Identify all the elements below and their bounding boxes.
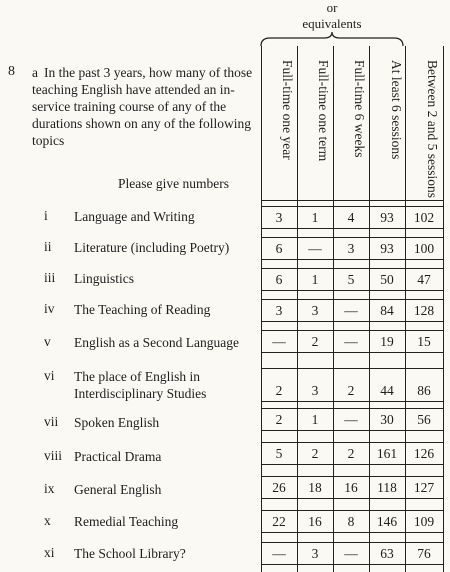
table-cell: 63 — [380, 546, 394, 561]
question-text — [32, 64, 256, 149]
table-cell: 1 — [311, 272, 319, 287]
row-label: General English — [74, 482, 162, 497]
table-cell: 3 — [311, 546, 319, 561]
table-cell: 2 — [347, 383, 355, 398]
table-cell: 2 — [275, 412, 283, 427]
column-header: Full-time one year — [280, 60, 295, 160]
table-cell: 93 — [380, 210, 394, 225]
question-part: a — [32, 65, 38, 80]
table-cell: 109 — [413, 514, 435, 529]
table-cell: 100 — [413, 241, 435, 256]
row-label: The place of English in Interdisciplinary Studies — [74, 369, 207, 401]
table-cell: 102 — [413, 210, 435, 225]
header-note — [262, 0, 402, 32]
table-cell: 30 — [380, 412, 394, 427]
table-cell: 56 — [417, 412, 431, 427]
row-number: vii — [44, 414, 59, 429]
table-cell: 26 — [272, 480, 286, 495]
table-cell: 3 — [275, 303, 283, 318]
table-cell: 2 — [275, 383, 283, 398]
table-cell: 5 — [347, 272, 355, 287]
row-label: Language and Writing — [74, 209, 195, 224]
row-label: Linguistics — [74, 271, 134, 286]
row-label: Remedial Teaching — [74, 514, 179, 529]
table-cell: 2 — [311, 334, 319, 349]
table-cell: — — [272, 334, 286, 349]
table-cell: 146 — [376, 514, 398, 529]
table-cell: 5 — [275, 446, 283, 461]
table-cell: 6 — [275, 272, 283, 287]
column-header: Full-time one term — [316, 60, 331, 162]
table-cell: 15 — [417, 334, 431, 349]
brace-icon — [258, 30, 406, 48]
header-divider — [261, 200, 444, 201]
table-cell: 3 — [275, 210, 283, 225]
table-cell: 44 — [380, 383, 394, 398]
table-cell: 1 — [311, 412, 319, 427]
table-cell: 3 — [347, 241, 355, 256]
table-cell: 47 — [417, 272, 431, 287]
column-header: Between 2 and 5 sessions — [425, 60, 440, 198]
column-header: At least 6 sessions — [389, 60, 404, 160]
row-number: iv — [44, 301, 55, 316]
table-cell: 22 — [272, 514, 286, 529]
row-number: ix — [44, 481, 55, 496]
row-number: xi — [44, 545, 55, 560]
equivalents-label: equivalents — [302, 16, 362, 31]
table-cell: 93 — [380, 241, 394, 256]
table-cell: 16 — [344, 480, 358, 495]
row-number: viii — [44, 448, 63, 463]
table-cell: 86 — [417, 383, 431, 398]
table-cell: 118 — [377, 480, 397, 495]
table-cell: 3 — [311, 303, 319, 318]
table-cell: 161 — [376, 446, 398, 461]
table-cell: — — [344, 412, 358, 427]
row-label: Practical Drama — [74, 449, 162, 464]
table-cell: — — [344, 546, 358, 561]
table-cell: 84 — [380, 303, 394, 318]
table-cell: 127 — [413, 480, 435, 495]
row-number: x — [44, 513, 51, 528]
row-number: iii — [44, 270, 56, 285]
row-number: ii — [44, 239, 52, 254]
row-label: The School Library? — [74, 546, 186, 561]
table-cell: — — [344, 303, 358, 318]
table-cell: 76 — [417, 546, 431, 561]
table-cell: 8 — [347, 514, 355, 529]
row-number: v — [44, 334, 51, 349]
row-number: i — [44, 208, 48, 223]
table-cell: 18 — [308, 480, 322, 495]
or-label: or — [326, 0, 338, 15]
table-cell: 3 — [311, 383, 319, 398]
table-cell: 50 — [380, 272, 394, 287]
row-label: Literature (including Poetry) — [74, 240, 230, 255]
instruction: Please give numbers — [118, 176, 229, 191]
question-body: In the past 3 years, how many of those teaching English have attended an in-service training course of any of the durations shown on any of the following topics — [32, 65, 253, 148]
row-number: vi — [44, 368, 55, 383]
row-label: English as a Second Language — [74, 335, 239, 350]
table-cell: 126 — [413, 446, 435, 461]
table-cell: 128 — [413, 303, 435, 318]
table-cell: 4 — [347, 210, 355, 225]
table-cell: 1 — [311, 210, 319, 225]
row-label: Spoken English — [74, 415, 160, 430]
table-cell: 6 — [275, 241, 283, 256]
table-cell: — — [272, 546, 286, 561]
table-cell: 2 — [347, 446, 355, 461]
row-label: The Teaching of Reading — [74, 302, 211, 317]
table-cell: — — [344, 334, 358, 349]
table-cell: 2 — [311, 446, 319, 461]
table-cell: 16 — [308, 514, 322, 529]
column-header: Full-time 6 weeks — [352, 60, 367, 158]
question-number: 8 — [8, 64, 15, 79]
table-cell: — — [308, 241, 322, 256]
table-cell: 19 — [380, 334, 394, 349]
